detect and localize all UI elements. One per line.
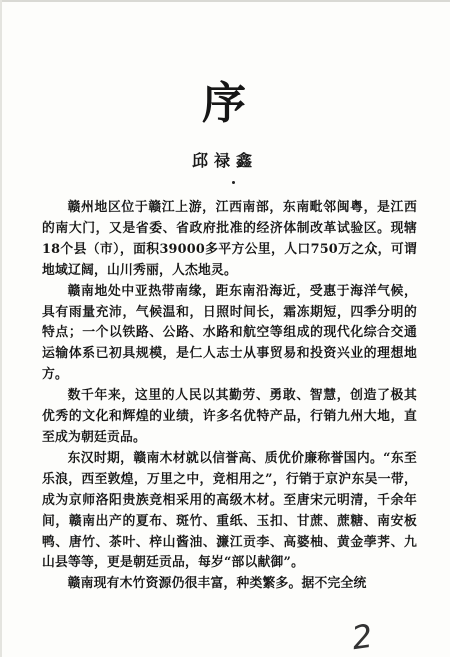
page-title: 序 — [202, 78, 248, 129]
paragraph-1: 赣州地区位于赣江上游，江西南部，东南毗邻闽粤，是江西的南大门，又是省委、省政府批准的经济体制改革试验区。现辖18个县（市），面积39000多平方公里，人口750万之众，可谓地域辽阔，山川秀丽，人杰地灵。 — [42, 200, 417, 278]
page-edge-top — [0, 0, 450, 2]
paragraph-2: 赣南地处中亚热带南缘，距东南沿海近，受惠于海洋气候，具有雨量充沛，气候温和，日照时间长，霜冻期短，四季分明的特点；一个以铁路、公路、水路和航空等组成的现代化综合交通运输体系已初具规模，是仁人志士从事贸易和投资兴业的理想地方。 — [42, 283, 417, 383]
body-text — [42, 198, 417, 595]
handwritten-page-number: 2 — [349, 616, 375, 657]
paragraph-3: 数千年来，这里的人民以其勤劳、勇敢、智慧，创造了极其优秀的文化和辉煌的业绩，许多名优特产品，行销九州大地，直至成为朝廷贡品。 — [42, 388, 417, 445]
separator-dot — [232, 181, 235, 184]
author-name: 邱禄鑫 — [191, 151, 258, 170]
paragraph-4: 东汉时期，赣南木材就以信誉高、质优价廉称誉国内。“东至乐浪，西至敦煌，万里之中，竞相用之”，行销于京沪东吴一带，成为京师洛阳贵族竞相采用的高级木材。至唐宋元明清，千余年间，赣南出产的夏布、斑竹、重纸、玉扣、甘蔗、蔗糖、南安板鸭、唐竹、茶叶、梓山酱油、濂江贡李、高婆柚、黄金荸荠、九山县等等，更是朝廷贡品，每岁“部以献御”。 — [42, 450, 417, 571]
paragraph-5: 赣南现有木竹资源仍很丰富，种类繁多。据不完全统 — [67, 576, 367, 592]
